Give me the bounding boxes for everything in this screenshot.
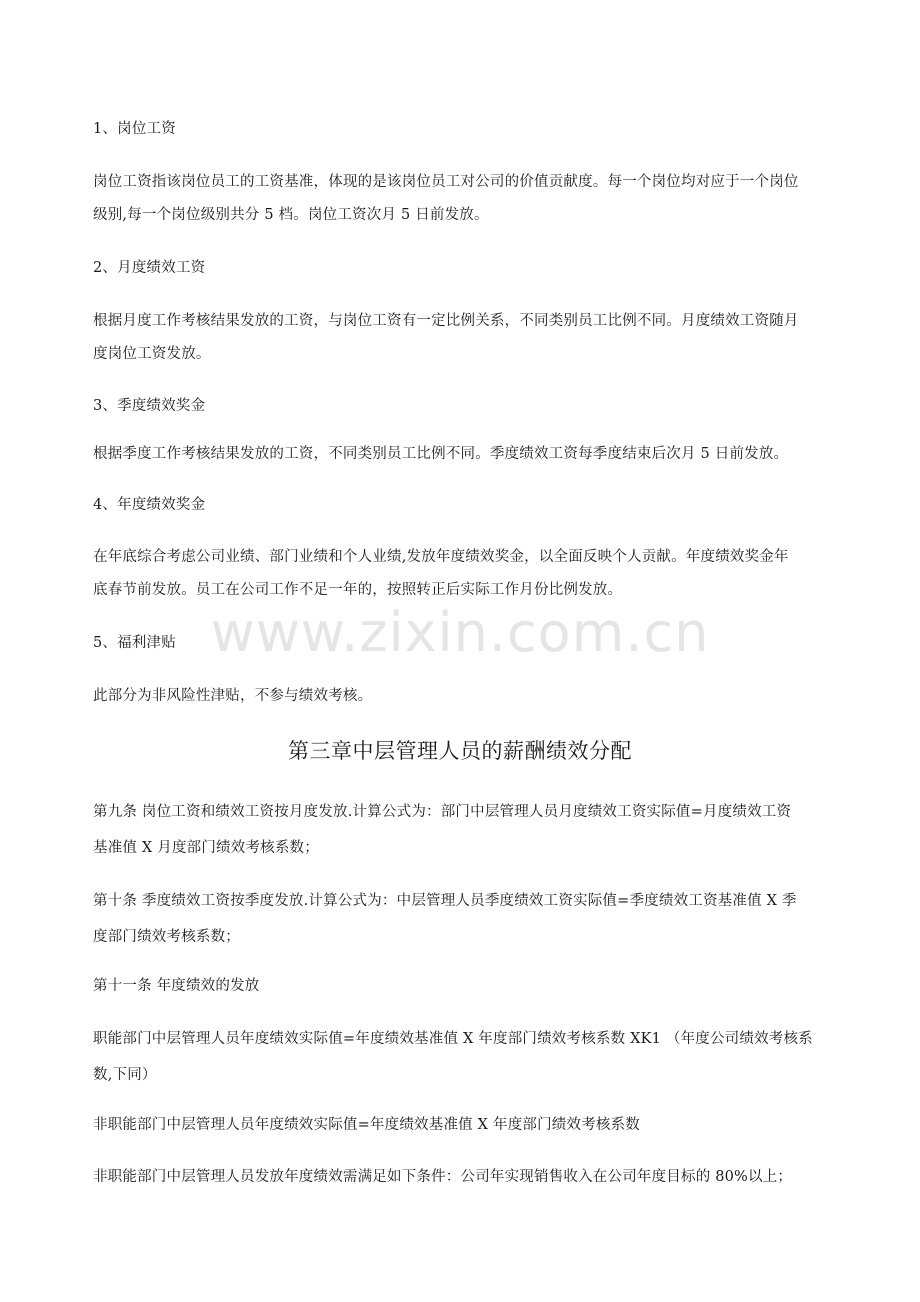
formula-line: 职能部门中层管理人员年度绩效实际值=年度绩效基准值 X 年度部门绩效考核系数 XK1 （年度公司绩效考核系: [93, 1031, 813, 1047]
heading-annual-bonus: 4、年度绩效奖金: [93, 497, 206, 513]
paragraph-line: 根据季度工作考核结果发放的工资，不同类别员工比例不同。季度绩效工资每季度结束后次月 5 日前发放。: [93, 446, 789, 462]
article-eleven-heading: 第十一条 年度绩效的发放: [93, 978, 260, 994]
paragraph-line: 在年底综合考虑公司业绩、部门业绩和个人业绩,发放年度绩效奖金，以全面反映个人贡献。年度绩效奖金年: [93, 549, 789, 565]
formula-line: 非职能部门中层管理人员年度绩效实际值=年度绩效基准值 X 年度部门绩效考核系数: [93, 1117, 640, 1133]
paragraph-line: 岗位工资指该岗位员工的工资基准，体现的是该岗位员工对公司的价值贡献度。每一个岗位均对应于一个岗位: [93, 174, 799, 190]
article-nine-line: 基准值 X 月度部门绩效考核系数；: [93, 840, 319, 856]
paragraph-line: 此部分为非风险性津贴，不参与绩效考核。: [93, 688, 373, 704]
paragraph-line: 底春节前发放。员工在公司工作不足一年的，按照转正后实际工作月份比例发放。: [93, 582, 623, 598]
article-ten-line: 度部门绩效考核系数；: [93, 929, 240, 945]
heading-monthly-performance-salary: 2、月度绩效工资: [93, 260, 206, 276]
watermark: www.zixin.com.cn: [210, 601, 710, 664]
article-ten-line: 第十条 季度绩效工资按季度发放.计算公式为：中层管理人员季度绩效工资实际值=季度绩效工资基准值 X 季: [93, 893, 797, 909]
heading-welfare-allowance: 5、福利津贴: [93, 635, 176, 651]
paragraph-line: 级别,每一个岗位级别共分 5 档。岗位工资次月 5 日前发放。: [93, 207, 489, 223]
heading-quarterly-bonus: 3、季度绩效奖金: [93, 398, 206, 414]
paragraph-line: 度岗位工资发放。: [93, 346, 211, 362]
condition-line: 非职能部门中层管理人员发放年度绩效需满足如下条件：公司年实现销售收入在公司年度目标的 80%以上；: [93, 1169, 793, 1185]
heading-position-salary: 1、岗位工资: [93, 121, 176, 137]
chapter-title: 第三章中层管理人员的薪酬绩效分配: [288, 739, 632, 763]
article-nine-line: 第九条 岗位工资和绩效工资按月度发放.计算公式为：部门中层管理人员月度绩效工资实际值=月度绩效工资: [93, 804, 792, 820]
formula-line: 数,下同）: [93, 1067, 157, 1083]
paragraph-line: 根据月度工作考核结果发放的工资，与岗位工资有一定比例关系，不同类别员工比例不同。月度绩效工资随月: [93, 313, 799, 329]
